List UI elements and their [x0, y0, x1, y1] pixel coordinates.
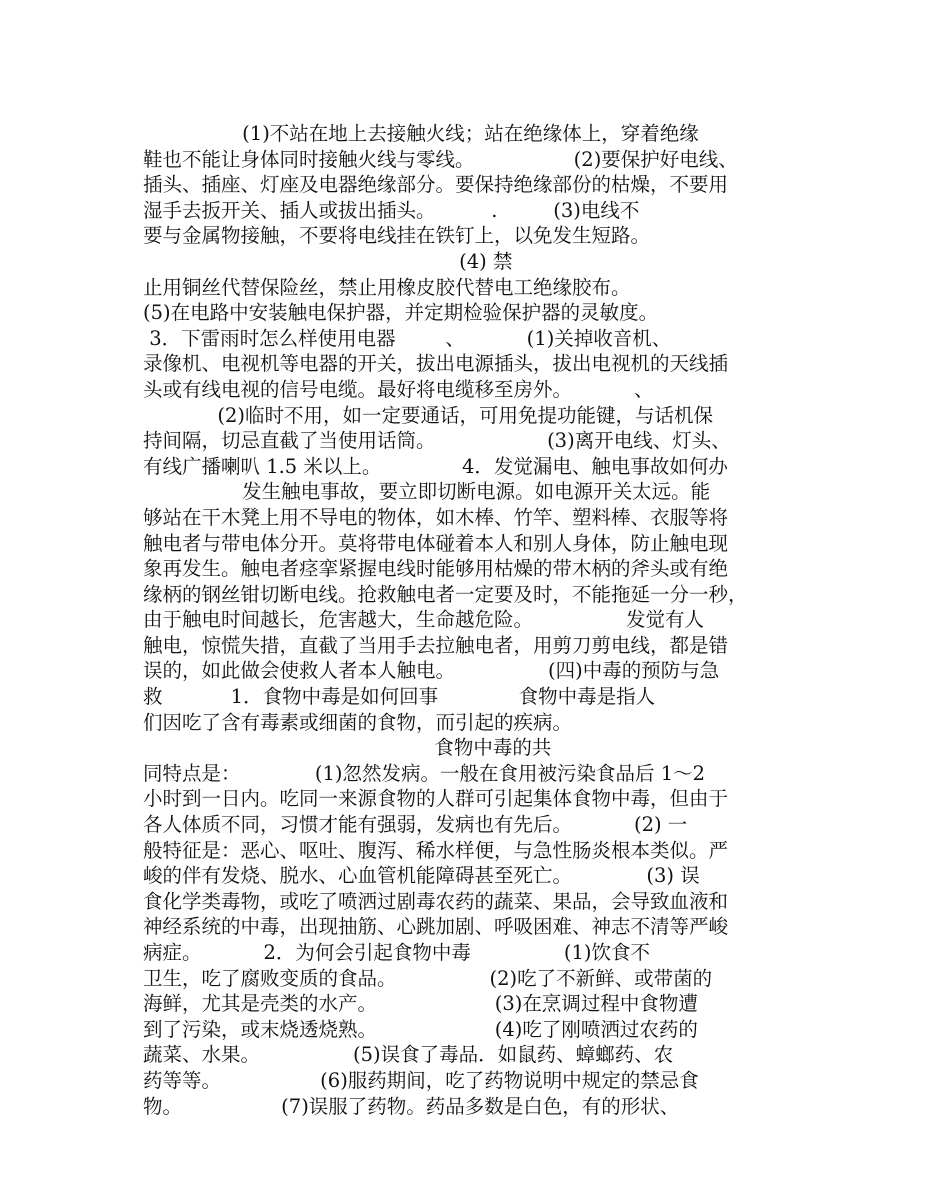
text-line: 同特点是： (1)忽然发病。一般在食用被污染食品后 1～2 [143, 761, 706, 785]
text-line: 头或有线电视的信号电缆。最好将电缆移至房外。 、 [143, 377, 654, 401]
text-line: 们因吃了含有毒素或细菌的食物，而引起的疾病。 [143, 710, 573, 734]
text-line: 峻的伴有发烧、脱水、心血管机能障碍甚至死亡。 (3) 误 [143, 864, 700, 888]
text-line: 象再发生。触电者痉挛紧握电线时能够用枯燥的带木柄的斧头或有绝 [143, 557, 729, 581]
text-line: 缘柄的钢丝钳切断电线。抢救触电者一定要及时，不能拖延一分一秒， [143, 582, 748, 606]
text-line: 物。 (7)误服了药物。药品多数是白色，有的形状、 [143, 1094, 680, 1118]
text-line: (4) 禁 [143, 249, 513, 273]
text-line: 鞋也不能让身体同时接触火线与零线。 (2)要保护好电线、 [143, 147, 738, 171]
text-line: 3．下雷雨时怎么样使用电器 、 (1)关掉收音机、 [143, 326, 672, 350]
text-line: (2)临时不用，如一定要通话，可用免提功能键，与话机保 [143, 403, 714, 427]
text-line: 插头、插座、灯座及电器绝缘部分。要保持绝缘部份的枯燥，不要用 [143, 173, 729, 197]
text-line: 药等等。 (6)服药期间，吃了药物说明中规定的禁忌食 [143, 1068, 699, 1092]
text-line: 卫生，吃了腐败变质的食品。 (2)吃了不新鲜、或带菌的 [143, 966, 713, 990]
text-line: 有线广播喇叭 1.5 米以上。 4．发觉漏电、触电事故如何办 [143, 454, 728, 478]
text-line: 般特征是：恶心、呕吐、腹泻、稀水样便，与急性肠炎根本类似。严 [143, 838, 729, 862]
text-line: 触电，惊慌失措，直截了当用手去拉触电者，用剪刀剪电线，都是错 [143, 633, 729, 657]
text-line: (5)在电路中安装触电保护器，并定期检验保护器的灵敏度。 [143, 301, 659, 325]
text-line: 到了污染，或末烧透烧熟。 (4)吃了刚喷洒过农药的 [143, 1017, 698, 1041]
text-line: 由于触电时间越长，危害越大，生命越危险。 发觉有人 [143, 608, 704, 632]
text-line: 各人体质不同，习惯才能有强弱，发病也有先后。 (2) 一 [143, 813, 688, 837]
text-line: 触电者与带电体分开。莫将带电体碰着本人和别人身体，防止触电现 [143, 531, 729, 555]
text-line: 误的，如此做会使救人者本人触电。 (四)中毒的预防与急 [143, 659, 720, 683]
text-line: 海鲜，尤其是壳类的水产。 (3)在烹调过程中食物遭 [143, 992, 698, 1016]
text-line: 救 1．食物中毒是如何回事 食物中毒是指人 [143, 685, 656, 709]
text-line: 湿手去扳开关、插人或拔出插头。 . (3)电线不 [143, 198, 640, 222]
text-line: 神经系统的中毒，出现抽筋、心跳加剧、呼吸困难、神志不清等严峻 [143, 915, 729, 939]
text-line: 持间隔，切忌直截了当使用话筒。 (3)离开电线、灯头、 [143, 429, 731, 453]
text-line: 止用铜丝代替保险丝，禁止用橡皮胶代替电工绝缘胶布。 [143, 275, 631, 299]
text-line: 录像机、电视机等电器的开关，拔出电源插头，拔出电视机的天线插 [143, 352, 729, 376]
text-line: 蔬菜、水果。 (5)误食了毒品．如鼠药、蟑螂药、农 [143, 1043, 674, 1067]
text-line: (1)不站在地上去接触火线；站在绝缘体上，穿着绝缘 [143, 122, 699, 145]
text-line: 要与金属物接触，不要将电线挂在铁钉上，以免发生短路。 [143, 224, 651, 248]
document-body [143, 121, 813, 1119]
text-line: 小时到一日内。吃同一来源食物的人群可引起集体食物中毒，但由于 [143, 787, 729, 811]
text-line: 病症。 2．为何会引起食物中毒 (1)饮食不 [143, 941, 650, 964]
text-line: 食化学类毒物，或吃了喷洒过剧毒农药的蔬菜、果品，会导致血液和 [143, 889, 729, 913]
text-line: 食物中毒的共 [143, 736, 552, 760]
text-line: 够站在干木凳上用不导电的物体，如木棒、竹竿、塑料棒、衣服等将 [143, 505, 729, 529]
text-line: 发生触电事故，要立即切断电源。如电源开关太远。能 [143, 480, 711, 504]
